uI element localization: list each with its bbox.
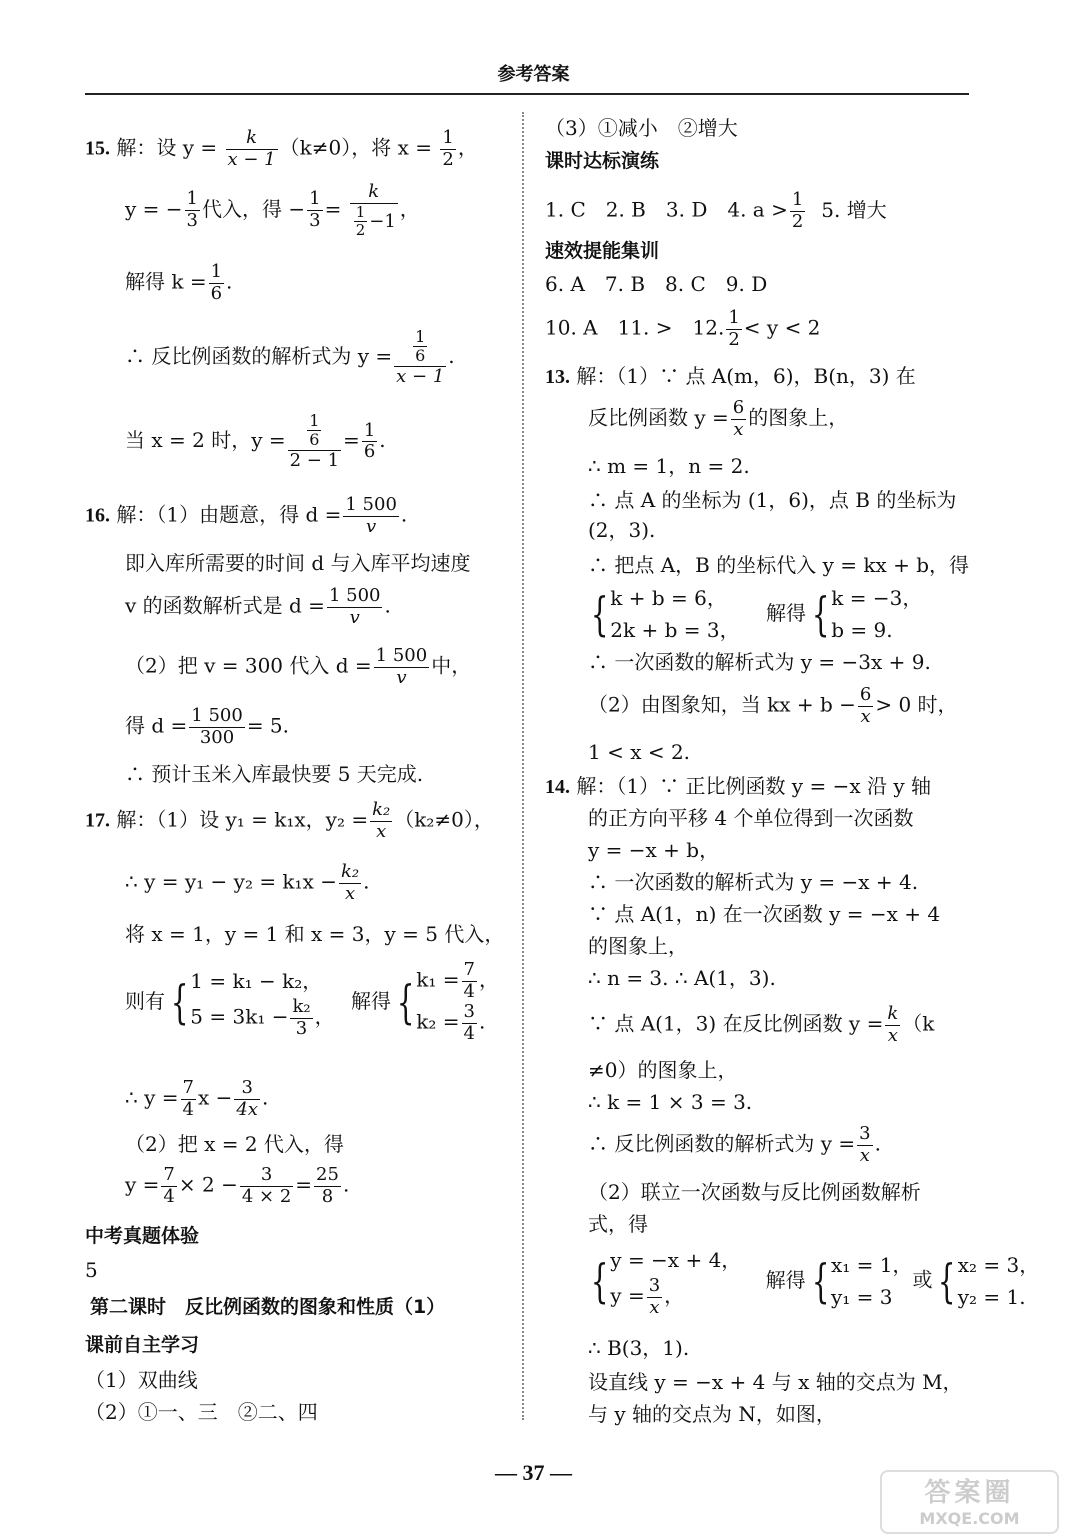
suxiao-answers1: 6. A 7. B 8. C 9. D: [545, 272, 768, 296]
p14-line6: 的图象上，: [588, 934, 688, 958]
p14-line14: ∴ B(3，1).: [588, 1336, 690, 1360]
p13-line2: 反比例函数 y = $\frac{6}{x}$ 的图象上，: [588, 397, 849, 440]
p14-line2: 的正方向平移 4 个单位得到一次函数: [588, 806, 914, 830]
p15-line4: ∴ 反比例函数的解析式为 y = $\frac{\frac{1}{6}}{x - 1}$ .: [125, 327, 455, 387]
p16-line5: 得 d = $\frac{1 500}{300}$ = 5.: [125, 705, 290, 748]
kegian-item1: （1）双曲线: [85, 1368, 198, 1392]
r-item3: （3）①减小 ②增大: [545, 116, 738, 140]
p16-line2: 即入库所需要的时间 d 与入库平均速度: [125, 551, 471, 575]
p14-line5: ∵ 点 A(1，n) 在一次函数 y = −x + 4: [588, 902, 941, 926]
p13-system: { k + b = 6， 2k + b = 3， 解得 { k = −3， b = 9.: [590, 586, 923, 642]
lesson-title: 第二课时 反比例函数的图象和性质（1）: [90, 1296, 446, 1318]
p16-line1: 16. 解：（1）由题意，得 d = $\frac{1 500}{v}$ .: [85, 494, 408, 537]
p14-line4: ∴ 一次函数的解析式为 y = −x + 4.: [588, 870, 919, 894]
p13-line6: ∴ 把点 A，B 的坐标代入 y = kx + b，得: [588, 553, 970, 577]
zhongkao-answer: 5: [85, 1258, 98, 1282]
section-keshi: 课时达标演练: [545, 150, 660, 172]
p17-system: 则有 { 1 = k₁ − k₂， 5 = 3k₁ − $\frac{\text{k₂}}{3}$ ， 解得 { k₁ = $\frac{7}{4}$ ， k₂ = $\frac{3}{4}$ .: [125, 959, 499, 1045]
p17-line7: y = $\frac{7}{4}$ × 2 − $\frac{3}{4 \times 2}$ = $\frac{25}{8}$ .: [125, 1164, 350, 1207]
p13-line8: （2）由图象知，当 kx + b − $\frac{6}{x}$ > 0 时，: [588, 684, 958, 727]
page-header: 参考答案: [497, 64, 570, 85]
p17-line6: （2）把 x = 2 代入，得: [125, 1132, 344, 1156]
kegian-item2: （2）①一、三 ②二、四: [85, 1400, 318, 1424]
p13-line4: ∴ 点 A 的坐标为 (1，6)，点 B 的坐标为: [588, 488, 957, 512]
p16-line3: v 的函数解析式是 d = $\frac{1 500}{v}$ .: [125, 585, 391, 628]
p14-line15: 设直线 y = −x + 4 与 x 轴的交点为 M，: [588, 1370, 963, 1394]
p15-line2: y = − $\frac{1}{3}$ 代入，得 − $\frac{1}{3}$ = k $\frac{1}{2}$ −1 ，: [125, 181, 420, 239]
section-kegian: 课前自主学习: [85, 1334, 200, 1356]
section-zhongkao: 中考真题体验: [85, 1225, 200, 1247]
p15-line3: 解得 k = $\frac{1}{6}$ .: [125, 261, 233, 304]
p17-line3: 将 x = 1，y = 1 和 x = 3，y = 5 代入，: [125, 922, 505, 946]
p14-line9: ≠0）的图象上，: [588, 1058, 738, 1082]
p17-line1: 17. 解：（1）设 y₁ = k₁x，y₂ = $\frac{\text{k₂}}{x}$ （k₂≠0），: [85, 799, 494, 842]
p13-line9: 1 < x < 2.: [588, 740, 691, 764]
p14-line8: ∵ 点 A(1，3) 在反比例函数 y = $\frac{k}{x}$ （k: [588, 1003, 935, 1046]
p14-line12: （2）联立一次函数与反比例函数解析: [588, 1180, 921, 1204]
p17-line5: ∴ y = $\frac{7}{4}$ x − $\frac{3}{4x}$ .: [125, 1077, 269, 1120]
p15-line1: 15. 解：设 y = $\frac{k}{x - 1}$ （k≠0），将 x = $\frac{1}{2}$ ，: [85, 127, 478, 170]
watermark-logo: 答案圈 MXQE.COM: [880, 1470, 1059, 1534]
p14-line13: 式，得: [588, 1212, 648, 1236]
p14-line7: ∴ n = 3. ∴ A(1，3).: [588, 966, 776, 990]
p14-line10: ∴ k = 1 × 3 = 3.: [588, 1090, 753, 1114]
p14-system: { y = −x + 4， y = $\frac{3}{x}$ ， 解得 { x₁ = 1， y₁ = 3 或 { x₂ = 3， y₂ = 1.: [590, 1248, 1040, 1318]
p14-line16: 与 y 轴的交点为 N，如图，: [588, 1402, 836, 1426]
p16-line4: （2）把 v = 300 代入 d = $\frac{1 500}{v}$ 中，: [125, 645, 472, 688]
p13-line5: (2，3).: [588, 518, 656, 542]
page-number: — 37 —: [495, 1460, 572, 1485]
section-suxiao: 速效提能集训: [545, 240, 660, 262]
keshi-answers: 1. C 2. B 3. D 4. a > $\frac{1}{2}$ 5. 增大: [545, 189, 887, 232]
p13-line1: 13. 解：（1）∵ 点 A(m，6)，B(n，3) 在: [545, 364, 916, 388]
p14-line1: 14. 解：（1）∵ 正比例函数 y = −x 沿 y 轴: [545, 774, 931, 798]
p16-line6: ∴ 预计玉米入库最快要 5 天完成.: [125, 762, 424, 786]
p13-line3: ∴ m = 1，n = 2.: [588, 454, 750, 478]
p17-line2: ∴ y = y₁ − y₂ = k₁x − $\frac{\text{k₂}}{x}$ .: [125, 861, 370, 904]
p14-line3: y = −x + b，: [588, 838, 720, 862]
p15-line5: 当 x = 2 时，y = $\frac{\frac{1}{6}}{2 - 1}$ = $\frac{1}{6}$ .: [125, 411, 386, 471]
suxiao-answers2: 10. A 11. > 12. $\frac{1}{2}$ < y < 2: [545, 307, 821, 350]
p13-line7: ∴ 一次函数的解析式为 y = −3x + 9.: [588, 650, 931, 674]
p14-line11: ∴ 反比例函数的解析式为 y = $\frac{3}{x}$ .: [588, 1123, 881, 1166]
